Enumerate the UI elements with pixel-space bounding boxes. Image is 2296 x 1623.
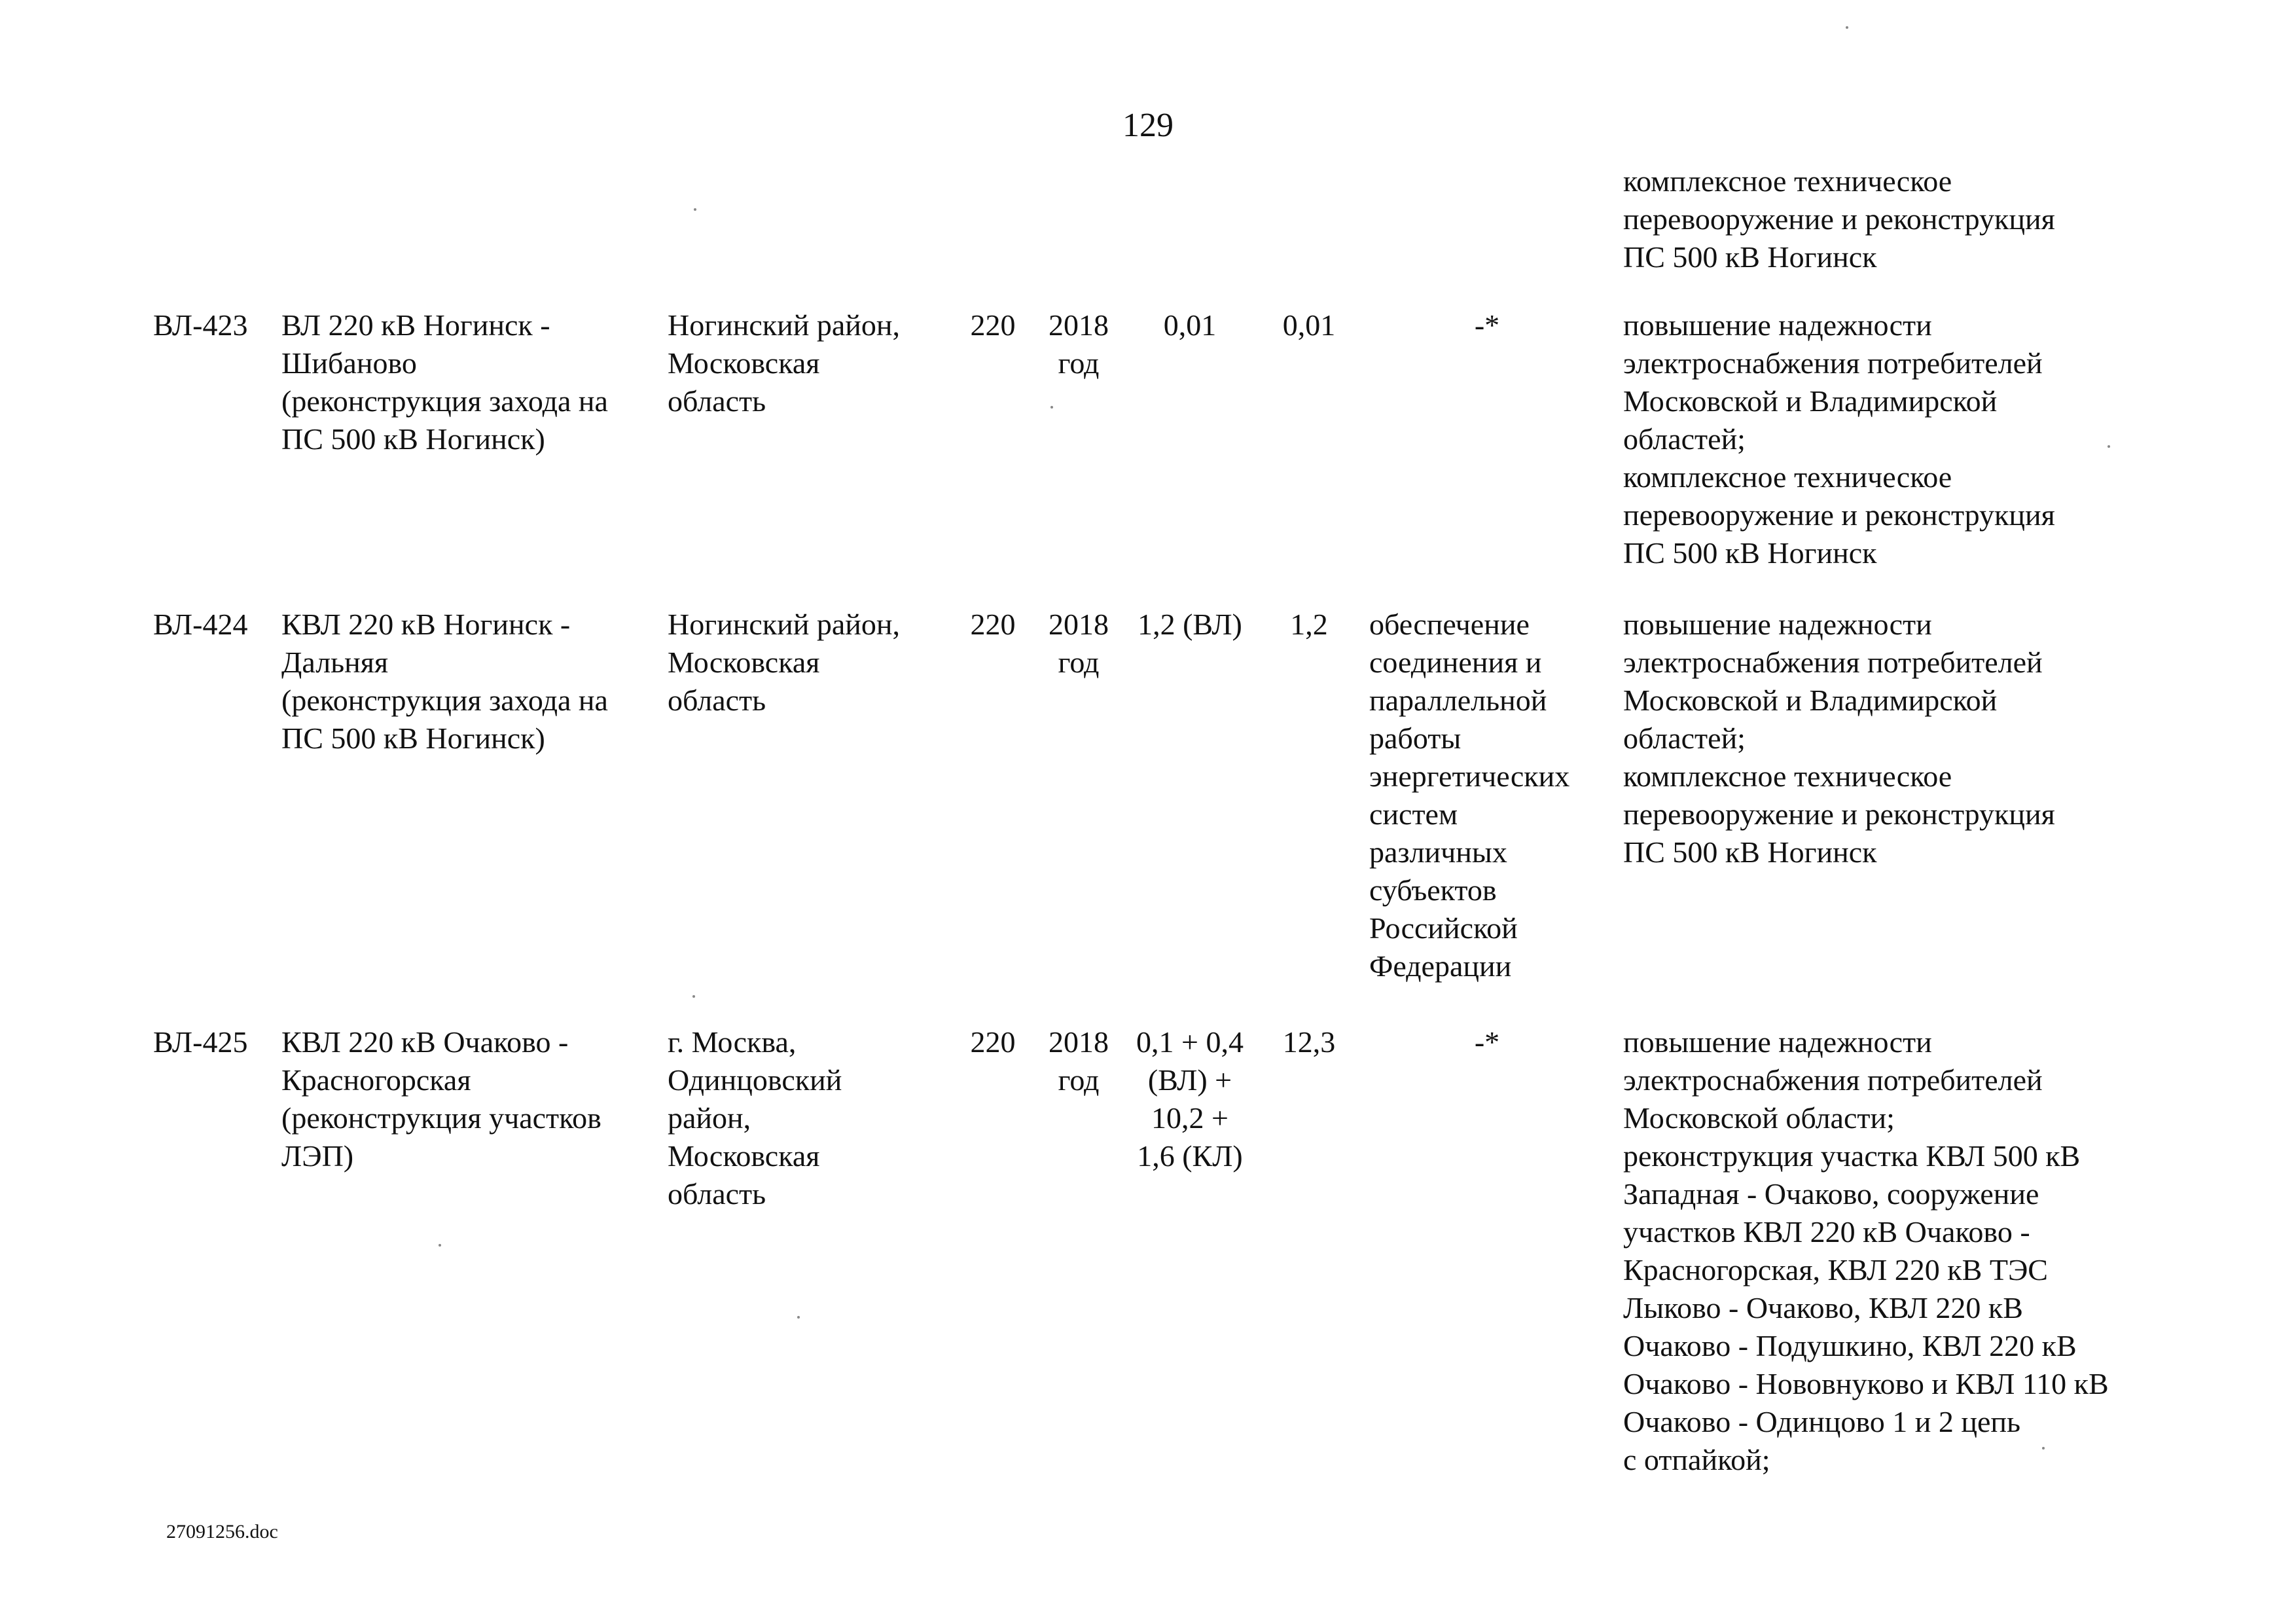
continued-purpose-text: комплексное техническое перевооружение и реконструкция ПС 500 кВ Ногинск xyxy=(1623,164,2055,274)
line-name: КВЛ 220 кВ Ногинск - Дальняя (реконструкция захода на ПС 500 кВ Ногинск) xyxy=(281,608,608,755)
justification: -* xyxy=(1474,308,1500,342)
year: 2018 год xyxy=(1049,608,1109,679)
line-name: ВЛ 220 кВ Ногинск - Шибаново (реконструкция захода на ПС 500 кВ Ногинск) xyxy=(281,308,608,456)
length-total: 0,01 xyxy=(1282,308,1336,342)
line-name: КВЛ 220 кВ Очаково - Красногорская (реконструкция участков ЛЭП) xyxy=(281,1025,601,1173)
length-total: 12,3 xyxy=(1282,1025,1336,1059)
length-detail: 0,1 + 0,4 (ВЛ) + 10,2 + 1,6 (КЛ) xyxy=(1136,1025,1244,1173)
scan-speck xyxy=(1846,26,1848,29)
year: 2018 год xyxy=(1049,308,1109,380)
voltage: 220 xyxy=(970,608,1016,641)
length-total: 1,2 xyxy=(1290,608,1328,641)
length-detail: 0,01 xyxy=(1163,308,1217,342)
voltage: 220 xyxy=(970,1025,1016,1059)
scan-speck xyxy=(692,995,695,998)
location: г. Москва, Одинцовский район, Московская область xyxy=(668,1025,842,1211)
location: Ногинский район, Московская область xyxy=(668,608,900,717)
row-id: ВЛ-423 xyxy=(153,308,248,342)
justification: -* xyxy=(1474,1025,1500,1059)
scan-speck xyxy=(2108,445,2110,448)
row-id: ВЛ-425 xyxy=(153,1025,248,1059)
scan-speck xyxy=(1050,406,1053,409)
scan-speck xyxy=(797,1316,800,1319)
purpose: повышение надежности электроснабжения потребителей Московской и Владимирской областей; комплексное техническое перевооружение и реконструкция ПС 500 кВ Ногинск xyxy=(1623,608,2055,869)
purpose: повышение надежности электроснабжения потребителей Московской и Владимирской областей; комплексное техническое перевооружение и реконструкция ПС 500 кВ Ногинск xyxy=(1623,308,2055,570)
footer-filename: 27091256.doc xyxy=(166,1521,278,1542)
purpose: повышение надежности электроснабжения потребителей Московской области; реконструкция участка КВЛ 500 кВ Западная - Очаково, сооружение участков КВЛ 220 кВ Очаково - Красногорская, КВЛ 220 кВ ТЭС Лыково - Очаково, КВЛ 220 кВ Очаково - Подушкино, КВЛ 220 кВ Очаково - Нововнуково и КВЛ 110 кВ Очаково - Одинцово 1 и 2 цепь с отпайкой; xyxy=(1623,1025,2109,1476)
scan-speck xyxy=(694,208,696,211)
year: 2018 год xyxy=(1049,1025,1109,1097)
row-id: ВЛ-424 xyxy=(153,608,248,641)
justification: обеспечение соединения и параллельной работы энергетических систем различных субъектов Российской Федерации xyxy=(1369,608,1570,983)
location: Ногинский район, Московская область xyxy=(668,308,900,418)
page-number: 129 xyxy=(1122,107,1174,144)
length-detail: 1,2 (ВЛ) xyxy=(1138,608,1242,641)
voltage: 220 xyxy=(970,308,1016,342)
scan-speck xyxy=(2042,1447,2045,1450)
scan-speck xyxy=(439,1244,441,1247)
